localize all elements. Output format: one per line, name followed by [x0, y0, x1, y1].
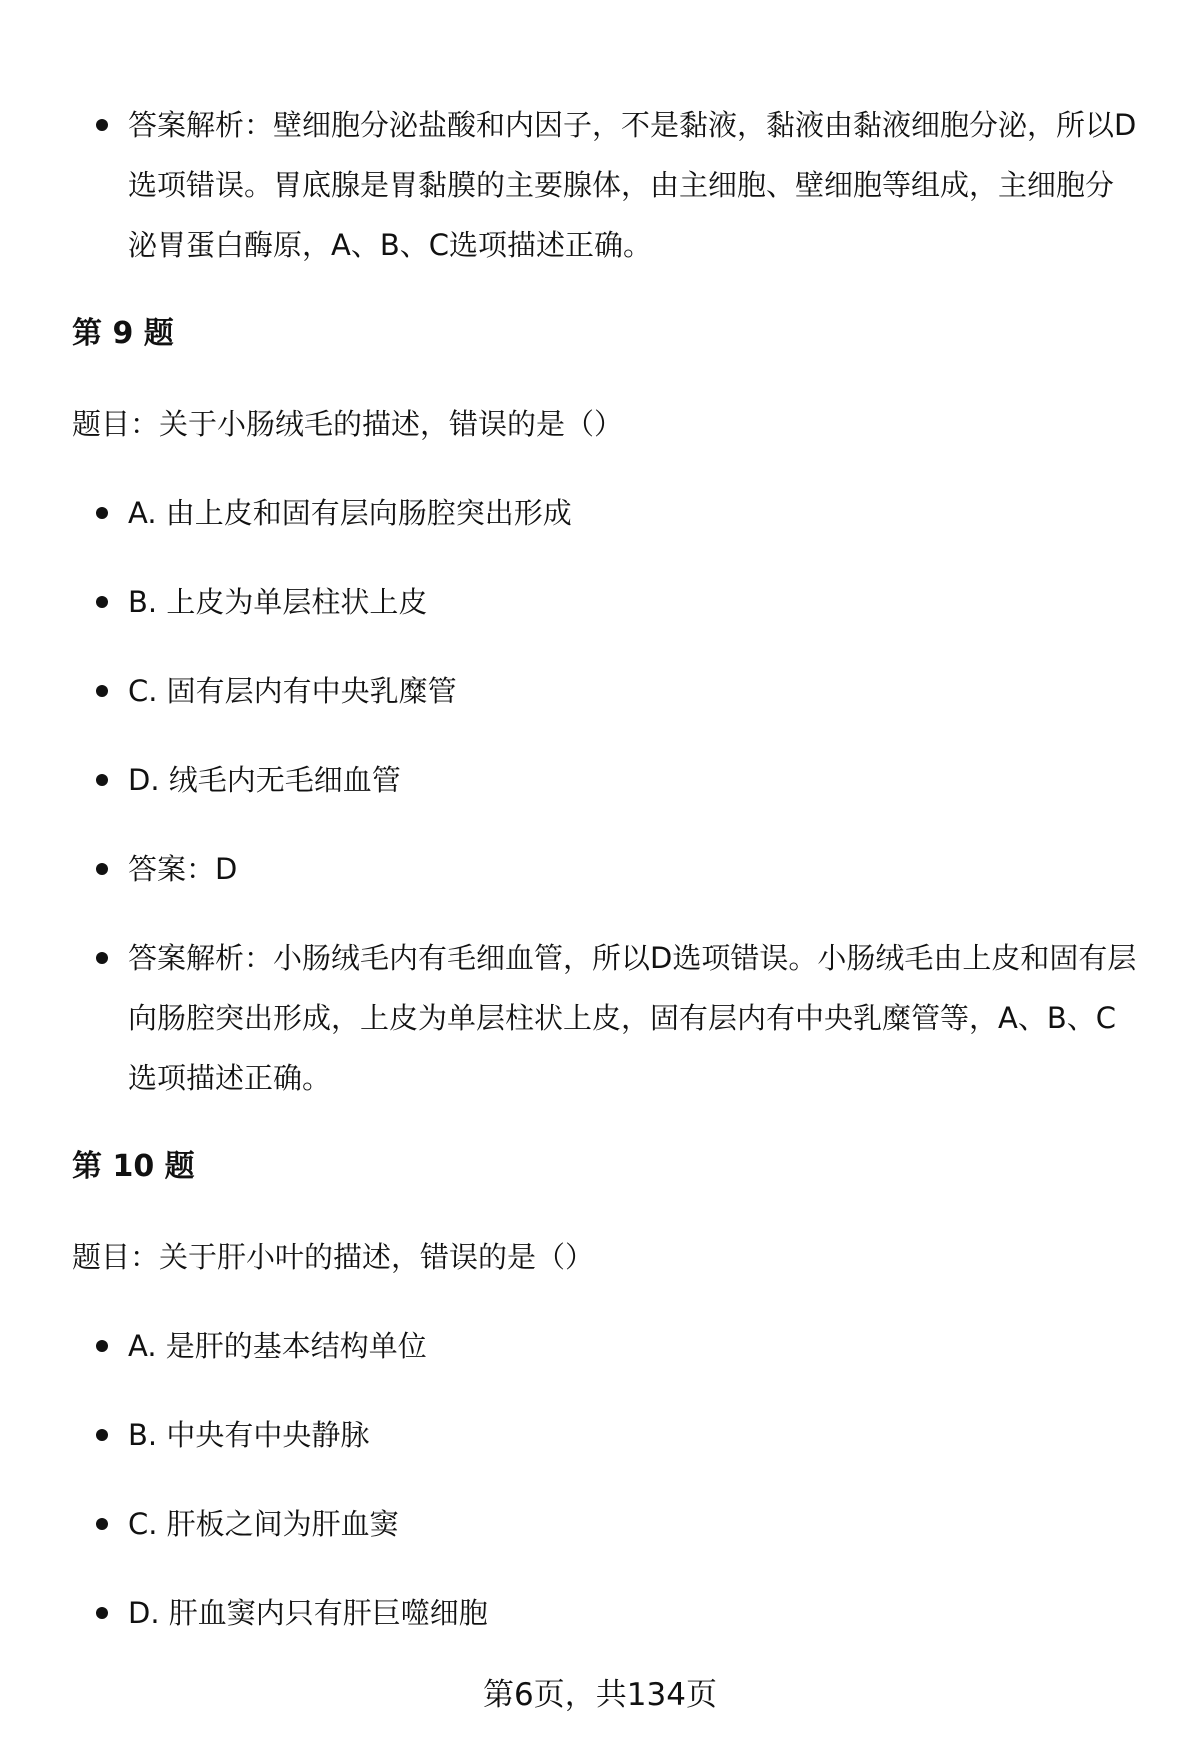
bullet-dot	[96, 952, 108, 964]
bullet-dot	[96, 507, 108, 519]
bullet-dot	[96, 119, 108, 131]
option-text: D. 肝血窦内只有肝巨噬细胞	[128, 1596, 488, 1630]
option-text: B. 上皮为单层柱状上皮	[128, 585, 428, 619]
q8-analysis-text: 答案解析：壁细胞分泌盐酸和内因子，不是黏液，黏液由黏液细胞分泌，所以D选项错误。胃底腺是胃黏膜的主要腺体，由主细胞、壁细胞等组成，主细胞分泌胃蛋白酶原，A、B、C选项描述正确。	[128, 108, 1137, 262]
option-text: A. 由上皮和固有层向肠腔突出形成	[128, 496, 572, 530]
q9-analysis-text: 答案解析：小肠绒毛内有毛细血管，所以D选项错误。小肠绒毛由上皮和固有层向肠腔突出形成，上皮为单层柱状上皮，固有层内有中央乳糜管等，A、B、C选项描述正确。	[128, 941, 1137, 1095]
bullet-dot	[96, 596, 108, 608]
option-text: C. 固有层内有中央乳糜管	[128, 674, 457, 708]
bullet-dot	[96, 863, 108, 875]
q9-stem: 题目：关于小肠绒毛的描述，错误的是（）	[72, 407, 624, 441]
bullet-dot	[96, 1607, 108, 1619]
page-number-footer: 第6页，共134页	[483, 1677, 717, 1713]
answer-text: 答案：D	[128, 852, 238, 886]
q9-heading: 第 9 题	[72, 316, 174, 351]
bullet-dot	[96, 685, 108, 697]
option-text: C. 肝板之间为肝血窦	[128, 1507, 399, 1541]
bullet-dot	[96, 774, 108, 786]
q10-heading: 第 10 题	[72, 1149, 195, 1184]
option-text: B. 中央有中央静脉	[128, 1418, 370, 1452]
option-text: A. 是肝的基本结构单位	[128, 1329, 427, 1363]
q10-stem: 题目：关于肝小叶的描述，错误的是（）	[72, 1240, 595, 1274]
option-text: D. 绒毛内无毛细血管	[128, 763, 401, 797]
bullet-dot	[96, 1340, 108, 1352]
bullet-dot	[96, 1518, 108, 1530]
bullet-dot	[96, 1429, 108, 1441]
